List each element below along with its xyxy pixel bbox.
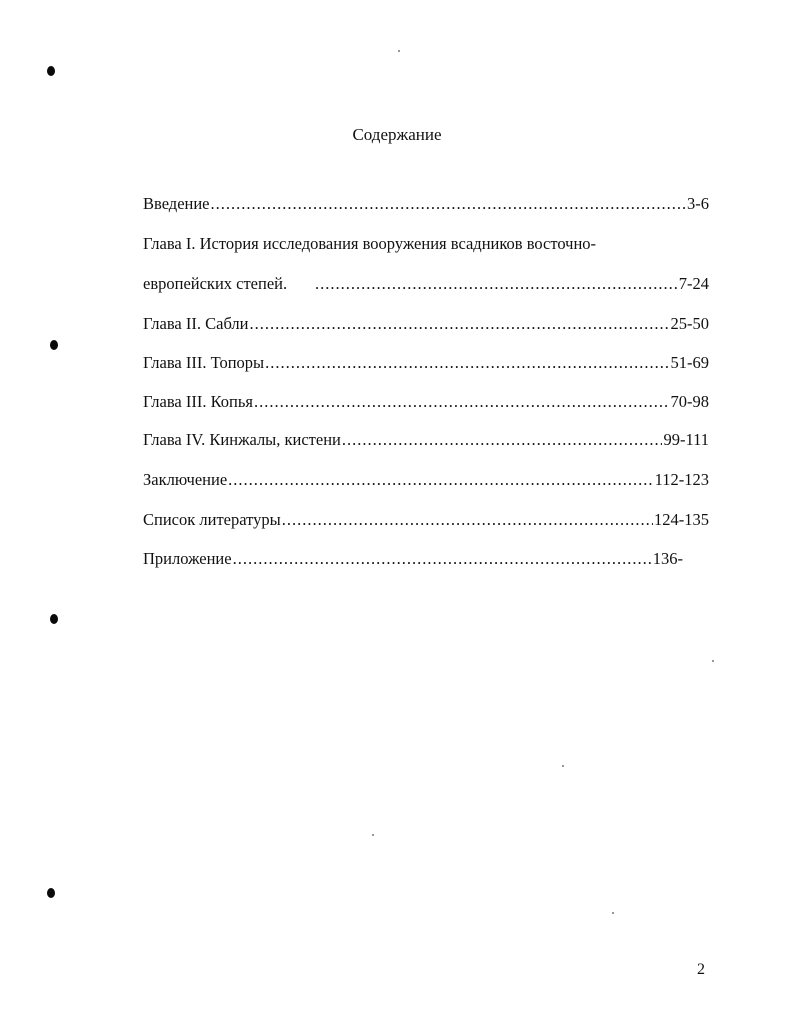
toc-entry-pages: 70-98 [670, 392, 709, 411]
toc-entry-pages: 51-69 [670, 353, 709, 372]
toc-entry-label: Приложение [143, 549, 232, 568]
toc-entry-label: Глава II. Сабли [143, 314, 249, 333]
dot-leader [265, 352, 669, 374]
dot-leader [315, 273, 678, 295]
toc-entry-label: Заключение [143, 470, 228, 489]
page-title: Содержание [352, 125, 442, 144]
punch-hole-mark [50, 614, 58, 624]
scan-speck [562, 765, 564, 767]
dot-leader [342, 429, 663, 451]
toc-entry-label: европейских степей. [143, 274, 288, 293]
scan-speck [612, 912, 614, 914]
toc-entry [143, 352, 709, 374]
toc-entry [143, 429, 709, 451]
toc-entry-label: Глава III. Копья [143, 392, 253, 411]
toc-entry-pages: 7-24 [678, 274, 709, 293]
toc-entry-label: Глава I. История исследования вооружения всадников восточно- [143, 234, 597, 253]
toc-entry-pages: 112-123 [654, 470, 709, 489]
toc-entry [143, 469, 709, 491]
toc-entry-label: Список литературы [143, 510, 281, 529]
toc-entry [143, 273, 709, 295]
toc-entry-pages: 136- [652, 549, 683, 568]
punch-hole-mark [50, 340, 58, 350]
toc-entry [143, 391, 709, 413]
dot-leader [228, 469, 653, 491]
dot-leader [233, 548, 652, 570]
scan-speck [372, 834, 374, 836]
page-number: 2 [697, 961, 705, 978]
toc-entry-pages: 99-111 [663, 430, 709, 449]
toc-entry-pages: 25-50 [670, 314, 709, 333]
punch-hole-mark [47, 888, 55, 898]
toc-entry [143, 509, 709, 531]
dot-leader [282, 509, 653, 531]
dot-leader [211, 193, 686, 215]
toc-entry-pages: 3-6 [687, 194, 709, 213]
dot-leader [250, 313, 670, 335]
punch-hole-mark [47, 66, 55, 76]
toc-entry-label: Введение [143, 194, 210, 213]
scan-speck [398, 50, 400, 52]
toc-entry-label: Глава IV. Кинжалы, кистени [143, 430, 341, 449]
toc-entry-label: Глава III. Топоры [143, 353, 265, 372]
dot-leader [254, 391, 670, 413]
scan-speck [712, 660, 714, 662]
toc-entry [143, 193, 709, 215]
toc-entry-pages: 124-135 [654, 510, 709, 529]
toc-entry [143, 313, 709, 335]
toc-entry [143, 233, 709, 255]
toc-entry [143, 548, 683, 570]
